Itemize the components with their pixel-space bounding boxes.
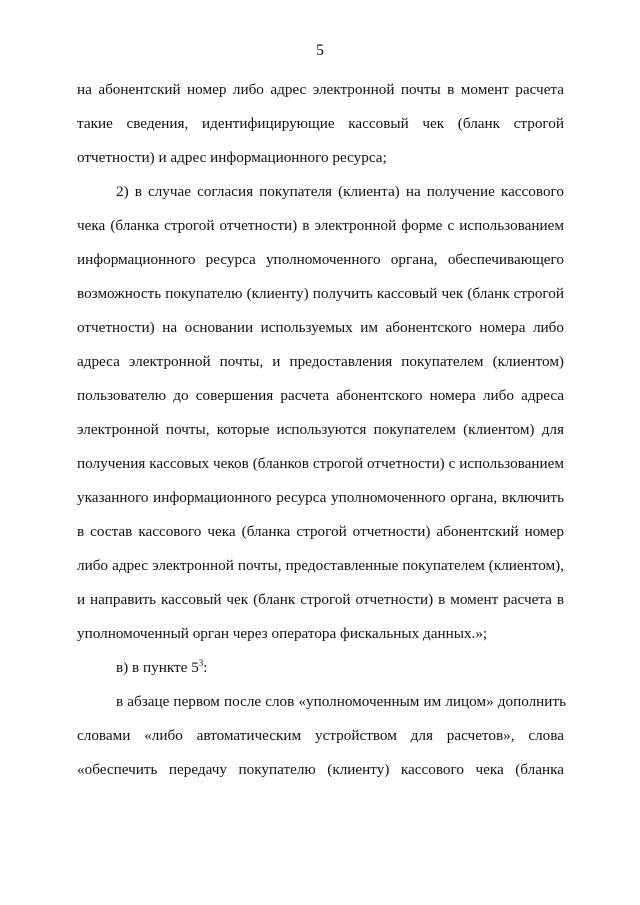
text-line: указанного информационного ресурса уполномоченного органа, включить xyxy=(77,489,564,506)
text-line: возможность покупателю (клиенту) получить кассовый чек (бланк строгой xyxy=(77,285,564,302)
text-line: информационного ресурса уполномоченного органа, обеспечивающего xyxy=(77,251,564,268)
text-line: на абонентский номер либо адрес электронной почты в момент расчета xyxy=(77,81,564,98)
text-line: электронной почты, которые используются покупателем (клиентом) для xyxy=(77,421,564,438)
text-line: словами «либо автоматическим устройством для расчетов», слова xyxy=(77,727,564,744)
text-line: «обеспечить передачу покупателю (клиенту) кассового чека (бланка xyxy=(77,761,564,778)
text-line: в состав кассового чека (бланка строгой отчетности) абонентский номер xyxy=(77,523,564,540)
superscript: 3 xyxy=(198,658,204,668)
text-line: уполномоченный орган через оператора фискальных данных.»; xyxy=(77,625,488,642)
page-number: 5 xyxy=(316,42,324,59)
text-line: пользователю до совершения расчета абонентского номера либо адреса xyxy=(77,387,564,404)
text-line: 2) в случае согласия покупателя (клиента) на получение кассового xyxy=(116,183,564,200)
text-line: адреса электронной почты, и предоставления покупателем (клиентом) xyxy=(77,353,564,370)
subpoint-text: в) в пункте 5 xyxy=(116,659,199,676)
subpoint-colon: : xyxy=(203,659,208,676)
text-line: отчетности) и адрес информационного ресурса; xyxy=(77,149,387,166)
text-line: либо адрес электронной почты, предоставленные покупателем (клиентом), xyxy=(77,557,564,574)
subpoint-heading xyxy=(116,657,564,691)
text-line: в абзаце первом после слов «уполномоченным им лицом» дополнить xyxy=(116,693,566,710)
text-line: отчетности) на основании используемых им абонентского номера либо xyxy=(77,319,564,336)
text-line: чека (бланка строгой отчетности) в электронной форме с использованием xyxy=(77,217,564,234)
text-line: и направить кассовый чек (бланк строгой отчетности) в момент расчета в xyxy=(77,591,564,608)
text-line: получения кассовых чеков (бланков строгой отчетности) с использованием xyxy=(77,455,564,472)
text-line: такие сведения, идентифицирующие кассовый чек (бланк строгой xyxy=(77,115,564,132)
